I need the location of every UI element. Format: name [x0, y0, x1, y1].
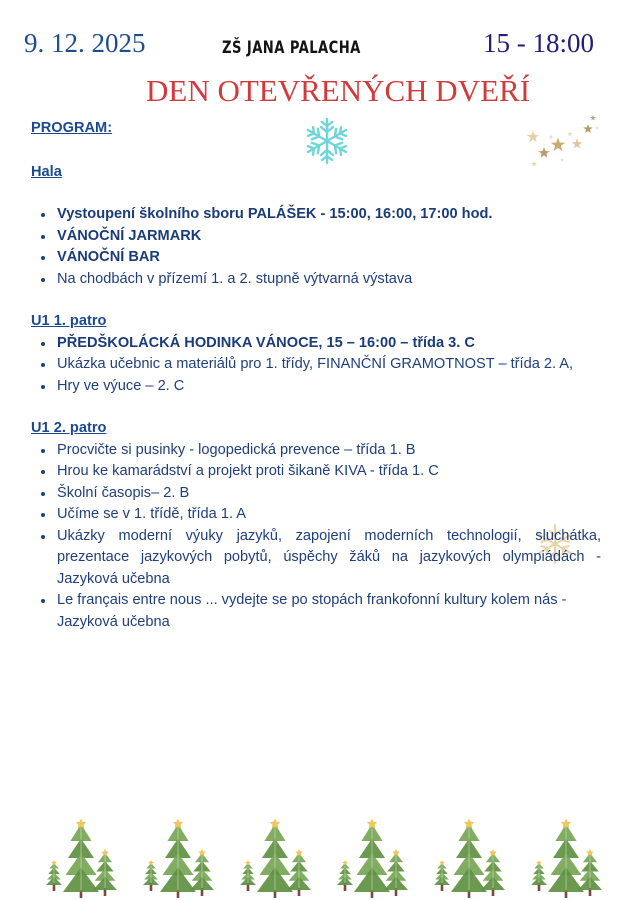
christmas-tree-icon	[63, 819, 99, 899]
tree-group	[240, 819, 311, 899]
christmas-tree-icon	[46, 860, 62, 891]
list-item: VÁNOČNÍ BAR	[57, 247, 601, 269]
section-list-hala	[31, 204, 601, 290]
list-item: Vystoupení školního sboru PALÁŠEK - 15:00, 16:00, 17:00 hod.	[57, 204, 601, 226]
list-item: VÁNOČNÍ JARMARK	[57, 226, 601, 248]
christmas-tree-icon	[548, 819, 584, 899]
tree-group	[531, 819, 602, 899]
list-item: Hrou ke kamarádství a projekt proti šikaně KIVA - třída 1. C	[57, 461, 601, 483]
list-item: Le français entre nous ... vydejte se po stopách frankofonní kultury kolem nás - Jazyková učebna	[57, 590, 601, 633]
event-title: DEN OTEVŘENÝCH DVEŘÍ	[146, 73, 531, 108]
list-item: Učíme se v 1. třídě, třída 1. A	[57, 504, 601, 526]
christmas-tree-icon	[531, 860, 547, 891]
christmas-tree-icon	[190, 849, 214, 896]
section-heading-hala: Hala	[31, 163, 62, 180]
section-heading-1-patro: U1 1. patro	[31, 313, 107, 329]
christmas-tree-icon	[143, 860, 159, 891]
list-item: Hry ve výuce – 2. C	[57, 376, 601, 398]
christmas-tree-icon	[481, 849, 505, 896]
list-item: PŘEDŠKOLÁCKÁ HODINKA VÁNOCE, 15 – 16:00 – třída 3. C	[57, 333, 601, 355]
christmas-tree-icon	[354, 819, 390, 899]
list-item: Procvičte si pusinky - logopedická prevence – třída 1. B	[57, 440, 601, 462]
list-item: Ukázka učebnic a materiálů pro 1. třídy, FINANČNÍ GRAMOTNOST – třída 2. A,	[57, 354, 601, 376]
tree-group	[337, 819, 408, 899]
tree-group	[46, 819, 117, 899]
list-item: Školní časopis– 2. B	[57, 483, 601, 505]
school-name: ZŠ JANA PALACHA	[222, 38, 361, 58]
christmas-tree-icon	[257, 819, 293, 899]
tree-group	[143, 819, 214, 899]
event-date: 9. 12. 2025	[24, 28, 146, 58]
christmas-tree-icon	[287, 849, 311, 896]
christmas-tree-icon	[337, 860, 353, 891]
christmas-trees-decoration	[0, 800, 636, 900]
christmas-tree-icon	[160, 819, 196, 899]
section-list-2-patro	[31, 440, 601, 634]
tree-group	[434, 819, 505, 899]
program-heading: PROGRAM:	[31, 120, 113, 136]
christmas-tree-icon	[434, 860, 450, 891]
section-heading-2-patro: U1 2. patro	[31, 420, 107, 436]
section-list-1-patro	[31, 333, 601, 398]
list-item: Ukázky moderní výuky jazyků, zapojení moderních technologií, sluchátka, prezentace jazykových pobytů, úspěchy žáků na jazykových olympiádách - Jazyková učebna	[57, 526, 601, 591]
program-content	[31, 118, 601, 633]
christmas-tree-icon	[451, 819, 487, 899]
christmas-tree-icon	[578, 849, 602, 896]
christmas-tree-icon	[240, 860, 256, 891]
christmas-tree-icon	[93, 849, 117, 896]
event-time: 15 - 18:00	[483, 28, 594, 58]
christmas-tree-icon	[384, 849, 408, 896]
list-item: Na chodbách v přízemí 1. a 2. stupně výtvarná výstava	[57, 269, 601, 291]
